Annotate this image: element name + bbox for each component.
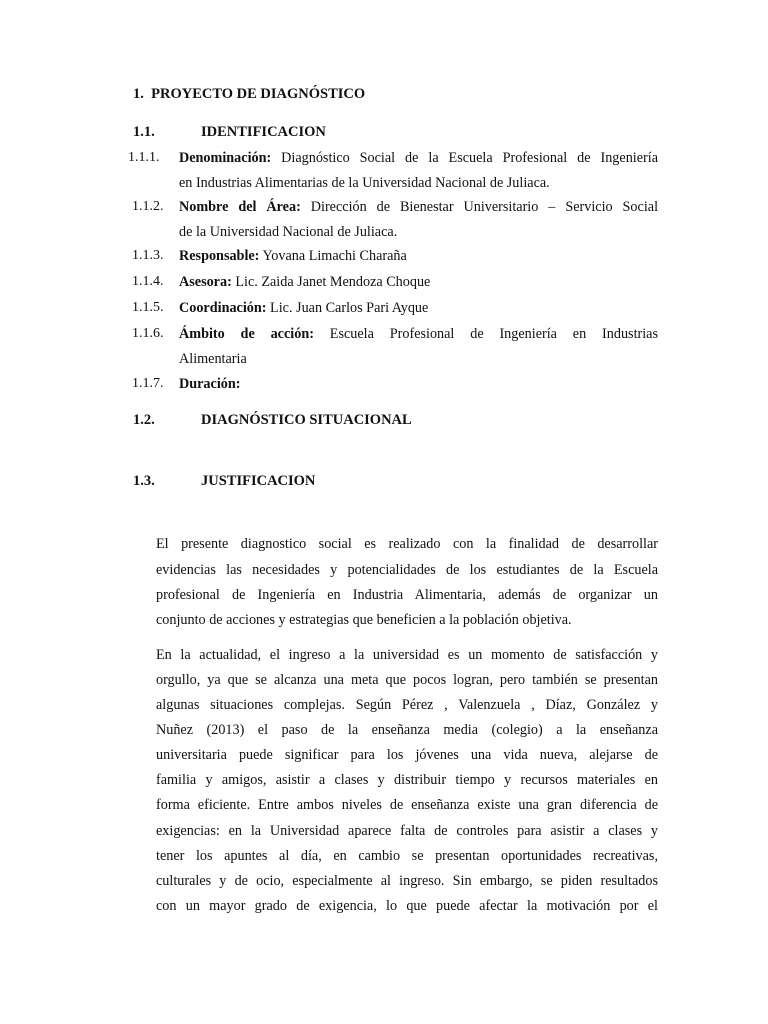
item-label: Responsable: — [179, 248, 260, 264]
item-line — [179, 248, 407, 265]
item-line — [179, 150, 658, 167]
paragraph-line: culturales y de ocio, especialmente al ingreso. Sin embargo, se piden resultados — [156, 873, 658, 889]
paragraph-line: El presente diagnostico social es realizado con la finalidad de desarrollar — [156, 536, 658, 552]
paragraph-line: profesional de Ingeniería en Industria Alimentaria, además de organizar un — [156, 587, 658, 603]
item-text: Escuela Profesional de Ingeniería en Industrias — [329, 326, 658, 342]
paragraph-line: tener los apuntes al día, en cambio se presentan oportunidades recreativas, — [156, 848, 658, 864]
paragraph-line: Nuñez (2013) el paso de la enseñanza media (colegio) a la enseñanza — [156, 722, 658, 738]
section-heading — [133, 86, 365, 103]
item-text: Yovana Limachi Charaña — [262, 248, 407, 264]
item-label: Asesora: — [179, 274, 232, 290]
section-title: PROYECTO DE DIAGNÓSTICO — [151, 86, 366, 102]
item-label: Denominación: — [179, 150, 272, 166]
item-line: Alimentaria — [179, 351, 247, 367]
paragraph-line: En la actualidad, el ingreso a la universidad es un momento de satisfacción y — [156, 647, 658, 663]
item-line: en Industrias Alimentarias de la Universidad Nacional de Juliaca. — [179, 175, 550, 191]
paragraph-line: evidencias las necesidades y potencialidades de los estudiantes de la Escuela — [156, 562, 658, 578]
subsection-number: 1.2. — [133, 412, 155, 428]
item-number: 1.1.3. — [132, 248, 164, 263]
subsection-title: DIAGNÓSTICO SITUACIONAL — [201, 412, 412, 428]
item-line — [179, 274, 430, 291]
paragraph-line: exigencias: en la Universidad aparece falta de controles para asistir a clases y — [156, 823, 658, 839]
item-number: 1.1.7. — [132, 376, 164, 391]
item-line — [179, 376, 240, 393]
item-text: Dirección de Bienestar Universitario – Servicio Social — [310, 199, 659, 215]
item-line: de la Universidad Nacional de Juliaca. — [179, 224, 398, 240]
item-line — [179, 326, 658, 343]
item-label: Nombre del Área: — [179, 199, 301, 215]
item-label: Duración: — [179, 376, 241, 392]
section-number: 1. — [133, 86, 144, 102]
paragraph-line: con un mayor grado de exigencia, lo que puede afectar la motivación por el — [156, 898, 658, 914]
item-number: 1.1.2. — [132, 199, 164, 214]
item-line — [179, 199, 658, 216]
item-label: Coordinación: — [179, 300, 267, 316]
item-text: Lic. Juan Carlos Pari Ayque — [270, 300, 429, 316]
item-number: 1.1.4. — [132, 274, 164, 289]
paragraph-line: universitaria puede significar para los jóvenes una vida nueva, alejarse de — [156, 747, 658, 763]
item-number: 1.1.1. — [128, 150, 160, 165]
paragraph-line: forma eficiente. Entre ambos niveles de enseñanza existe una gran diferencia de — [156, 797, 658, 813]
paragraph-line: algunas situaciones complejas. Según Pérez , Valenzuela , Díaz, González y — [156, 697, 658, 713]
item-label: Ámbito de acción: — [179, 326, 314, 342]
subsection-title: JUSTIFICACION — [201, 473, 316, 489]
paragraph-line: familia y amigos, asistir a clases y distribuir tiempo y recursos materiales en — [156, 772, 658, 788]
paragraph-line: conjunto de acciones y estrategias que beneficien a la población objetiva. — [156, 612, 572, 628]
paragraph-line: orgullo, ya que se alcanza una meta que pocos logran, pero también se presentan — [156, 672, 658, 688]
subsection-number: 1.1. — [133, 124, 155, 140]
subsection-title: IDENTIFICACION — [201, 124, 326, 140]
subsection-number: 1.3. — [133, 473, 155, 489]
item-text: Diagnóstico Social de la Escuela Profesional de Ingeniería — [281, 150, 658, 166]
item-number: 1.1.5. — [132, 300, 164, 315]
item-line — [179, 300, 428, 317]
item-text: Lic. Zaida Janet Mendoza Choque — [235, 274, 431, 290]
item-number: 1.1.6. — [132, 326, 164, 341]
